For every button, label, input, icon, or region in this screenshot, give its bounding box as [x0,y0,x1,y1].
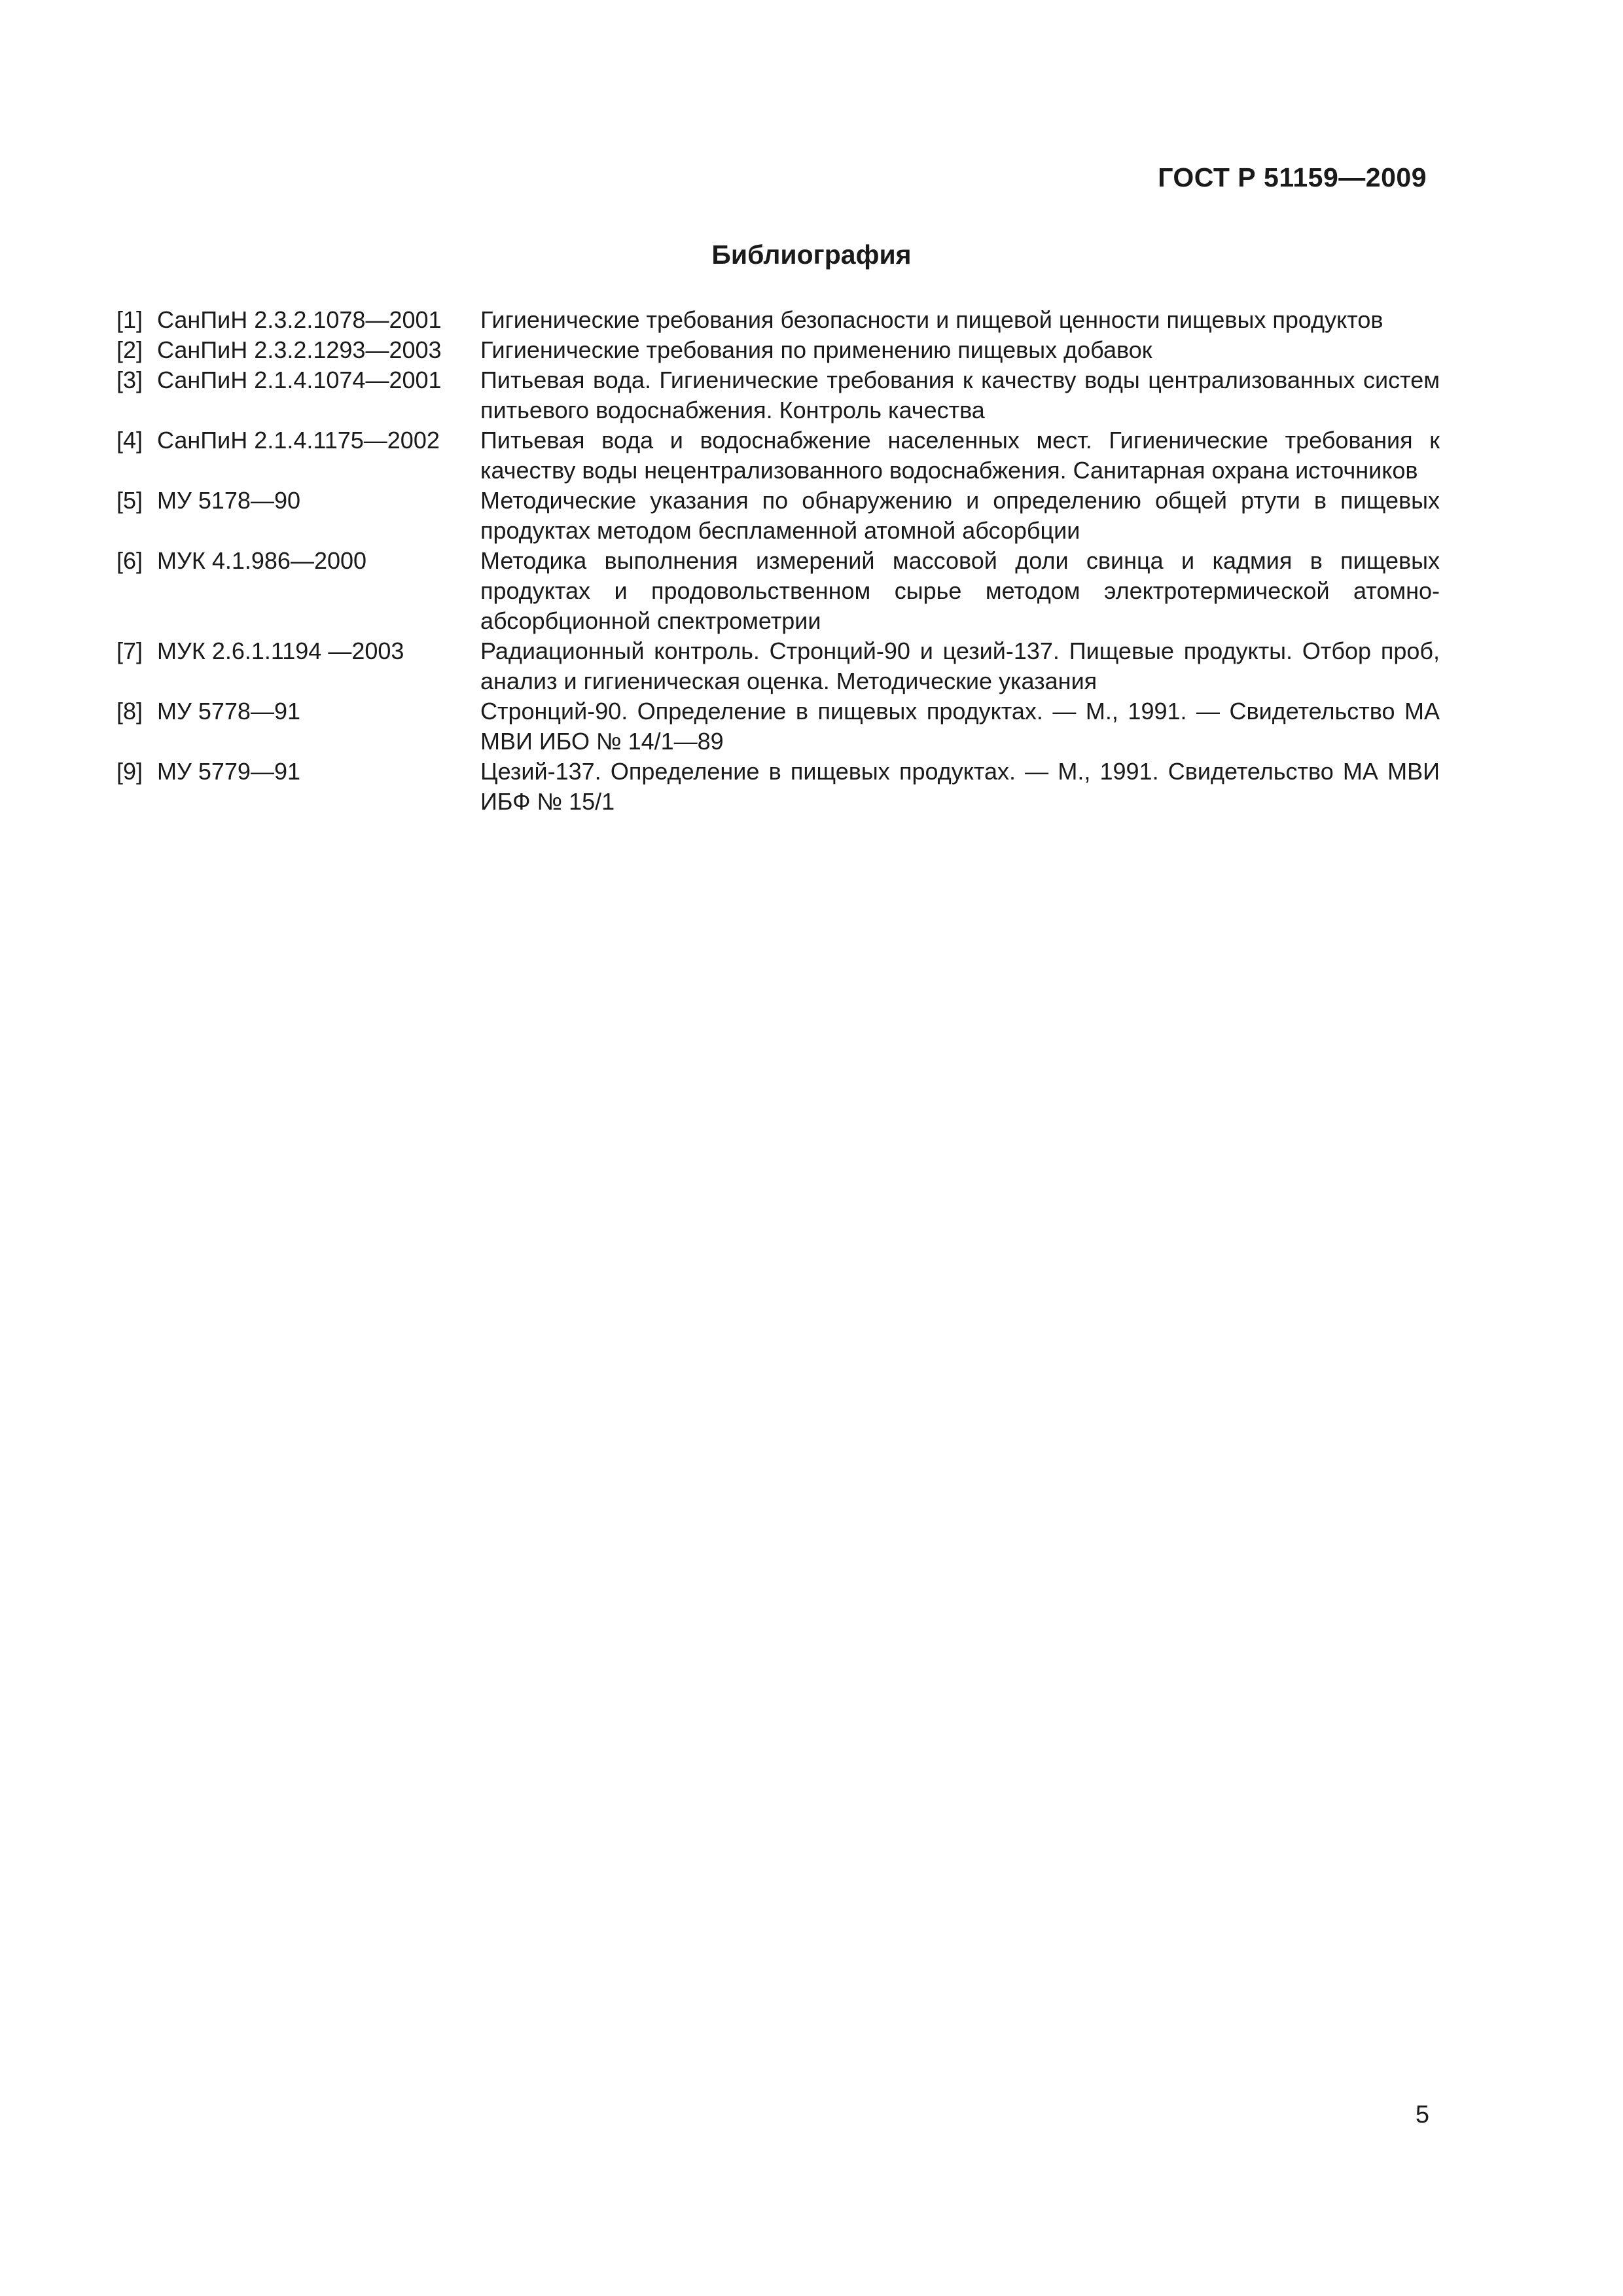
bibliography-entry [116,546,1440,636]
entry-title: Методические указания по обнаружению и определению общей ртути в пищевых продуктах методом беспламенной атомной абсорбции [480,487,1440,544]
entry-code: МУ 5778—91 [157,698,300,725]
bibliography-entry [116,696,1440,757]
entry-number: [6] [116,547,143,574]
entry-title: Питьевая вода и водоснабжение населенных мест. Гигиенические требования к качеству воды нецентрализованного водоснабжения. Санитарная охрана источников [480,427,1440,484]
bibliography-entry [116,335,1440,365]
document-id: ГОСТ Р 51159—2009 [1158,162,1427,192]
entry-number: [5] [116,487,143,514]
bibliography-entry [116,305,1440,335]
entry-number: [7] [116,637,143,664]
entry-number: [8] [116,698,143,725]
entry-code: МУК 2.6.1.1194 —2003 [157,637,404,664]
bibliography-entry [116,365,1440,425]
entry-code: МУ 5779—91 [157,758,300,785]
entry-number: [1] [116,306,143,333]
entry-title: Стронций-90. Определение в пищевых продуктах. — М., 1991. — Свидетельство МА МВИ ИБО № 14/1—89 [480,698,1440,755]
entry-code: МУК 4.1.986—2000 [157,547,367,574]
entry-number: [9] [116,758,143,785]
bibliography-entry [116,425,1440,486]
entry-code: СанПиН 2.3.2.1293—2003 [157,336,442,363]
bibliography-entry [116,757,1440,817]
entry-title: Гигиенические требования по применению пищевых добавок [480,336,1152,363]
page-number: 5 [1415,2101,1429,2128]
entry-title: Гигиенические требования безопасности и пищевой ценности пищевых продуктов [480,306,1383,333]
bibliography-entry [116,636,1440,696]
section-title: Библиография [711,240,912,270]
bibliography-entry [116,486,1440,546]
entry-title: Радиационный контроль. Стронций-90 и цезий-137. Пищевые продукты. Отбор проб, анализ и гигиеническая оценка. Методические указания [480,637,1440,694]
entry-title: Цезий-137. Определение в пищевых продуктах. — М., 1991. Свидетельство МА МВИ ИБФ № 15/1 [480,758,1440,815]
entry-title: Методика выполнения измерений массовой доли свинца и кадмия в пищевых продуктах и продовольственном сырье методом электротермической атомно-абсорбционной спектрометрии [480,547,1440,634]
entry-code: СанПиН 2.1.4.1175—2002 [157,427,440,454]
entry-number: [3] [116,367,143,393]
entry-number: [4] [116,427,143,454]
bibliography-list [116,305,1440,817]
entry-title: Питьевая вода. Гигиенические требования к качеству воды централизованных систем питьевого водоснабжения. Контроль качества [480,367,1440,423]
entry-code: СанПиН 2.1.4.1074—2001 [157,367,442,393]
entry-code: МУ 5178—90 [157,487,300,514]
entry-code: СанПиН 2.3.2.1078—2001 [157,306,442,333]
entry-number: [2] [116,336,143,363]
